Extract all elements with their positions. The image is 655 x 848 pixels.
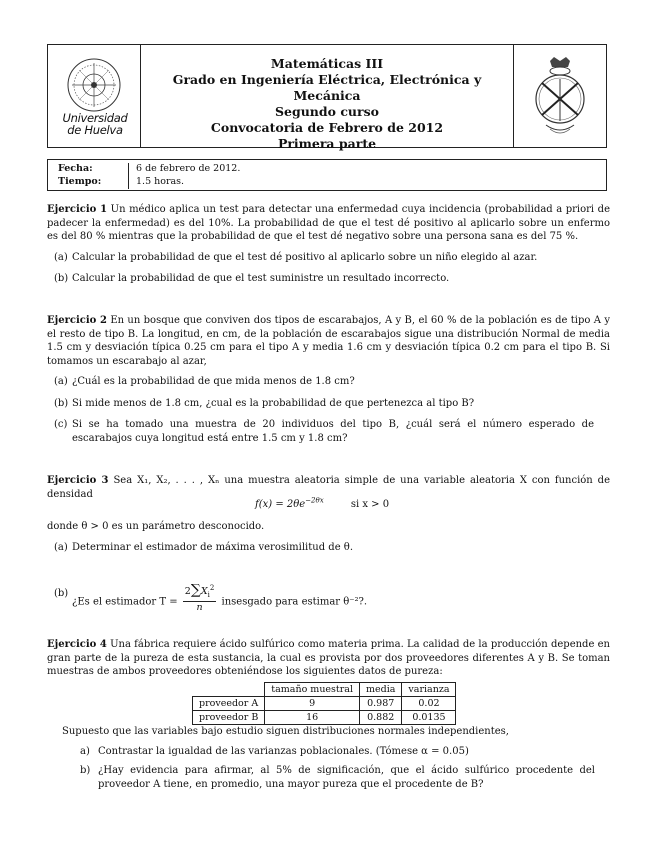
item-text bbox=[72, 582, 594, 617]
exercise-4-title: Ejercicio 4 bbox=[47, 639, 107, 650]
density-formula bbox=[255, 497, 389, 510]
item-text: Si se ha tomado una muestra de 20 individuos del tipo B, ¿cuál será el número esperado de escarabajos cuya longitud está entre 1.5 cm y 1.8 cm? bbox=[72, 419, 594, 444]
exercise-1-text: Un médico aplica un test para detectar una enfermedad cuya incidencia (probabilidad a priori de padecer la enfermedad) es del 10%. La probabilidad de que el test dé positivo al aplicarlo sobre un enfermo es del 80 % mientras que la probabilidad de que el test dé negativo sobre una persona sana es del 75 %. bbox=[47, 204, 610, 242]
time-label: Tiempo: bbox=[58, 176, 102, 187]
university-logo-cell bbox=[48, 45, 141, 147]
subject-title: Matemáticas III bbox=[270, 56, 384, 71]
header-titles bbox=[141, 45, 513, 151]
table-corner-cell bbox=[193, 683, 265, 697]
info-divider bbox=[128, 163, 129, 189]
exercise-2-statement bbox=[47, 314, 610, 368]
exercise-4-assumption: Supuesto que las variables bajo estudio siguen distribuciones normales independientes, bbox=[62, 726, 509, 737]
table-header-row bbox=[193, 683, 456, 697]
exam-header bbox=[47, 44, 607, 151]
estimator-numerator: $2\sum X_i^2$ bbox=[183, 583, 217, 602]
university-seal-icon bbox=[65, 57, 123, 113]
course-year: Segundo curso bbox=[275, 104, 379, 119]
item-label: (a) bbox=[54, 542, 68, 553]
item-label: (b) bbox=[54, 588, 69, 599]
exercise-3-item-b bbox=[54, 582, 594, 617]
school-crest-cell bbox=[513, 45, 606, 147]
item-label: (c) bbox=[54, 419, 68, 430]
purity-data-table bbox=[192, 682, 456, 725]
item-text: Calcular la probabilidad de que el test dé positivo al aplicarlo sobre un niño elegido al azar. bbox=[72, 252, 538, 263]
table-header: tamaño muestral bbox=[265, 683, 360, 697]
time-value: 1.5 horas. bbox=[136, 176, 185, 187]
density-condition: si x > 0 bbox=[350, 499, 390, 511]
date-value: 6 de febrero de 2012. bbox=[136, 163, 241, 174]
estimator-suffix: insesgado para estimar θ⁻²?. bbox=[221, 596, 368, 608]
university-name-line2: de Huelva bbox=[67, 123, 123, 137]
estimator-fraction bbox=[183, 583, 217, 613]
date-label: Fecha: bbox=[58, 163, 93, 174]
table-cell: 16 bbox=[265, 711, 360, 725]
table-row-label: proveedor A bbox=[193, 697, 265, 711]
item-label: (a) bbox=[54, 376, 68, 387]
university-name bbox=[56, 112, 134, 136]
item-text: Contrastar la igualdad de las varianzas poblacionales. (Tómese α = 0.05) bbox=[98, 746, 469, 757]
table-row-label: proveedor B bbox=[193, 711, 265, 725]
table-cell: 0.987 bbox=[360, 697, 402, 711]
item-text: Determinar el estimador de máxima verosimilitud de θ. bbox=[72, 542, 353, 553]
item-label: (b) bbox=[54, 273, 69, 284]
exercise-4-statement bbox=[47, 638, 610, 679]
item-label: a) bbox=[80, 746, 90, 757]
school-crest-icon bbox=[532, 55, 588, 139]
exercise-3-parameter-note: donde θ > 0 es un parámetro desconocido. bbox=[47, 521, 265, 532]
degree-title: Grado en Ingeniería Eléctrica, Electrónica y Mecánica bbox=[172, 72, 482, 103]
table-row bbox=[193, 697, 456, 711]
estimator-denominator: n bbox=[196, 602, 203, 614]
estimator-prefix: ¿Es el estimador T = bbox=[72, 596, 178, 608]
exam-info-box bbox=[47, 159, 607, 191]
exercise-2-title: Ejercicio 2 bbox=[47, 315, 107, 326]
table-header: media bbox=[360, 683, 402, 697]
exercise-4-text: Una fábrica requiere ácido sulfúrico como materia prima. La calidad de la producción depende en gran parte de la pureza de esta sustancia, la cual es provista por dos proveedores diferentes A y B. Se toman muestras de ambos proveedores obteniéndose los siguientes datos de pureza: bbox=[47, 639, 610, 677]
item-text: ¿Cuál es la probabilidad de que mida menos de 1.8 cm? bbox=[72, 376, 355, 387]
exercise-1-title: Ejercicio 1 bbox=[47, 204, 108, 215]
table-cell: 0.882 bbox=[360, 711, 402, 725]
exam-part: Primera parte bbox=[277, 136, 377, 151]
exercise-3-title: Ejercicio 3 bbox=[47, 475, 109, 486]
exercise-3-text: Sea X₁, X₂, . . . , Xₙ una muestra aleatoria simple de una variable aleatoria X con función de densidad bbox=[47, 475, 610, 500]
table-row bbox=[193, 711, 456, 725]
university-name-line1: Universidad bbox=[62, 111, 128, 125]
density-function: $f(x) = 2\theta e^{-2\theta x}$ bbox=[255, 497, 324, 511]
exercise-2-text: En un bosque que conviven dos tipos de escarabajos, A y B, el 60 % de la población es de tipo A y el resto de tipo B. La longitud, en cm, de la población de escarabajos sigue una distribución Normal de media 1.5 cm y desviación típica 0.25 cm para el tipo A y media 1.6 cm y desviación típica 0.2 cm para el tipo B. Si tomamos un escarabajo al azar, bbox=[47, 315, 610, 367]
item-text: Si mide menos de 1.8 cm, ¿cual es la probabilidad de que pertenezca al tipo B? bbox=[72, 398, 475, 409]
item-text: Calcular la probabilidad de que el test suministre un resultado incorrecto. bbox=[72, 273, 450, 284]
exercise-1-statement bbox=[47, 203, 610, 244]
item-label: (b) bbox=[54, 398, 69, 409]
item-text: ¿Hay evidencia para afirmar, al 5% de significación, que el ácido sulfúrico procedente del proveedor A tiene, en promedio, una mayor pureza que el procedente de B? bbox=[98, 765, 595, 790]
table-cell: 0.02 bbox=[402, 697, 456, 711]
item-label: (a) bbox=[54, 252, 68, 263]
exam-session: Convocatoria de Febrero de 2012 bbox=[210, 120, 444, 135]
table-cell: 0.0135 bbox=[402, 711, 456, 725]
table-cell: 9 bbox=[265, 697, 360, 711]
table-header: varianza bbox=[402, 683, 456, 697]
item-label: b) bbox=[80, 765, 91, 776]
